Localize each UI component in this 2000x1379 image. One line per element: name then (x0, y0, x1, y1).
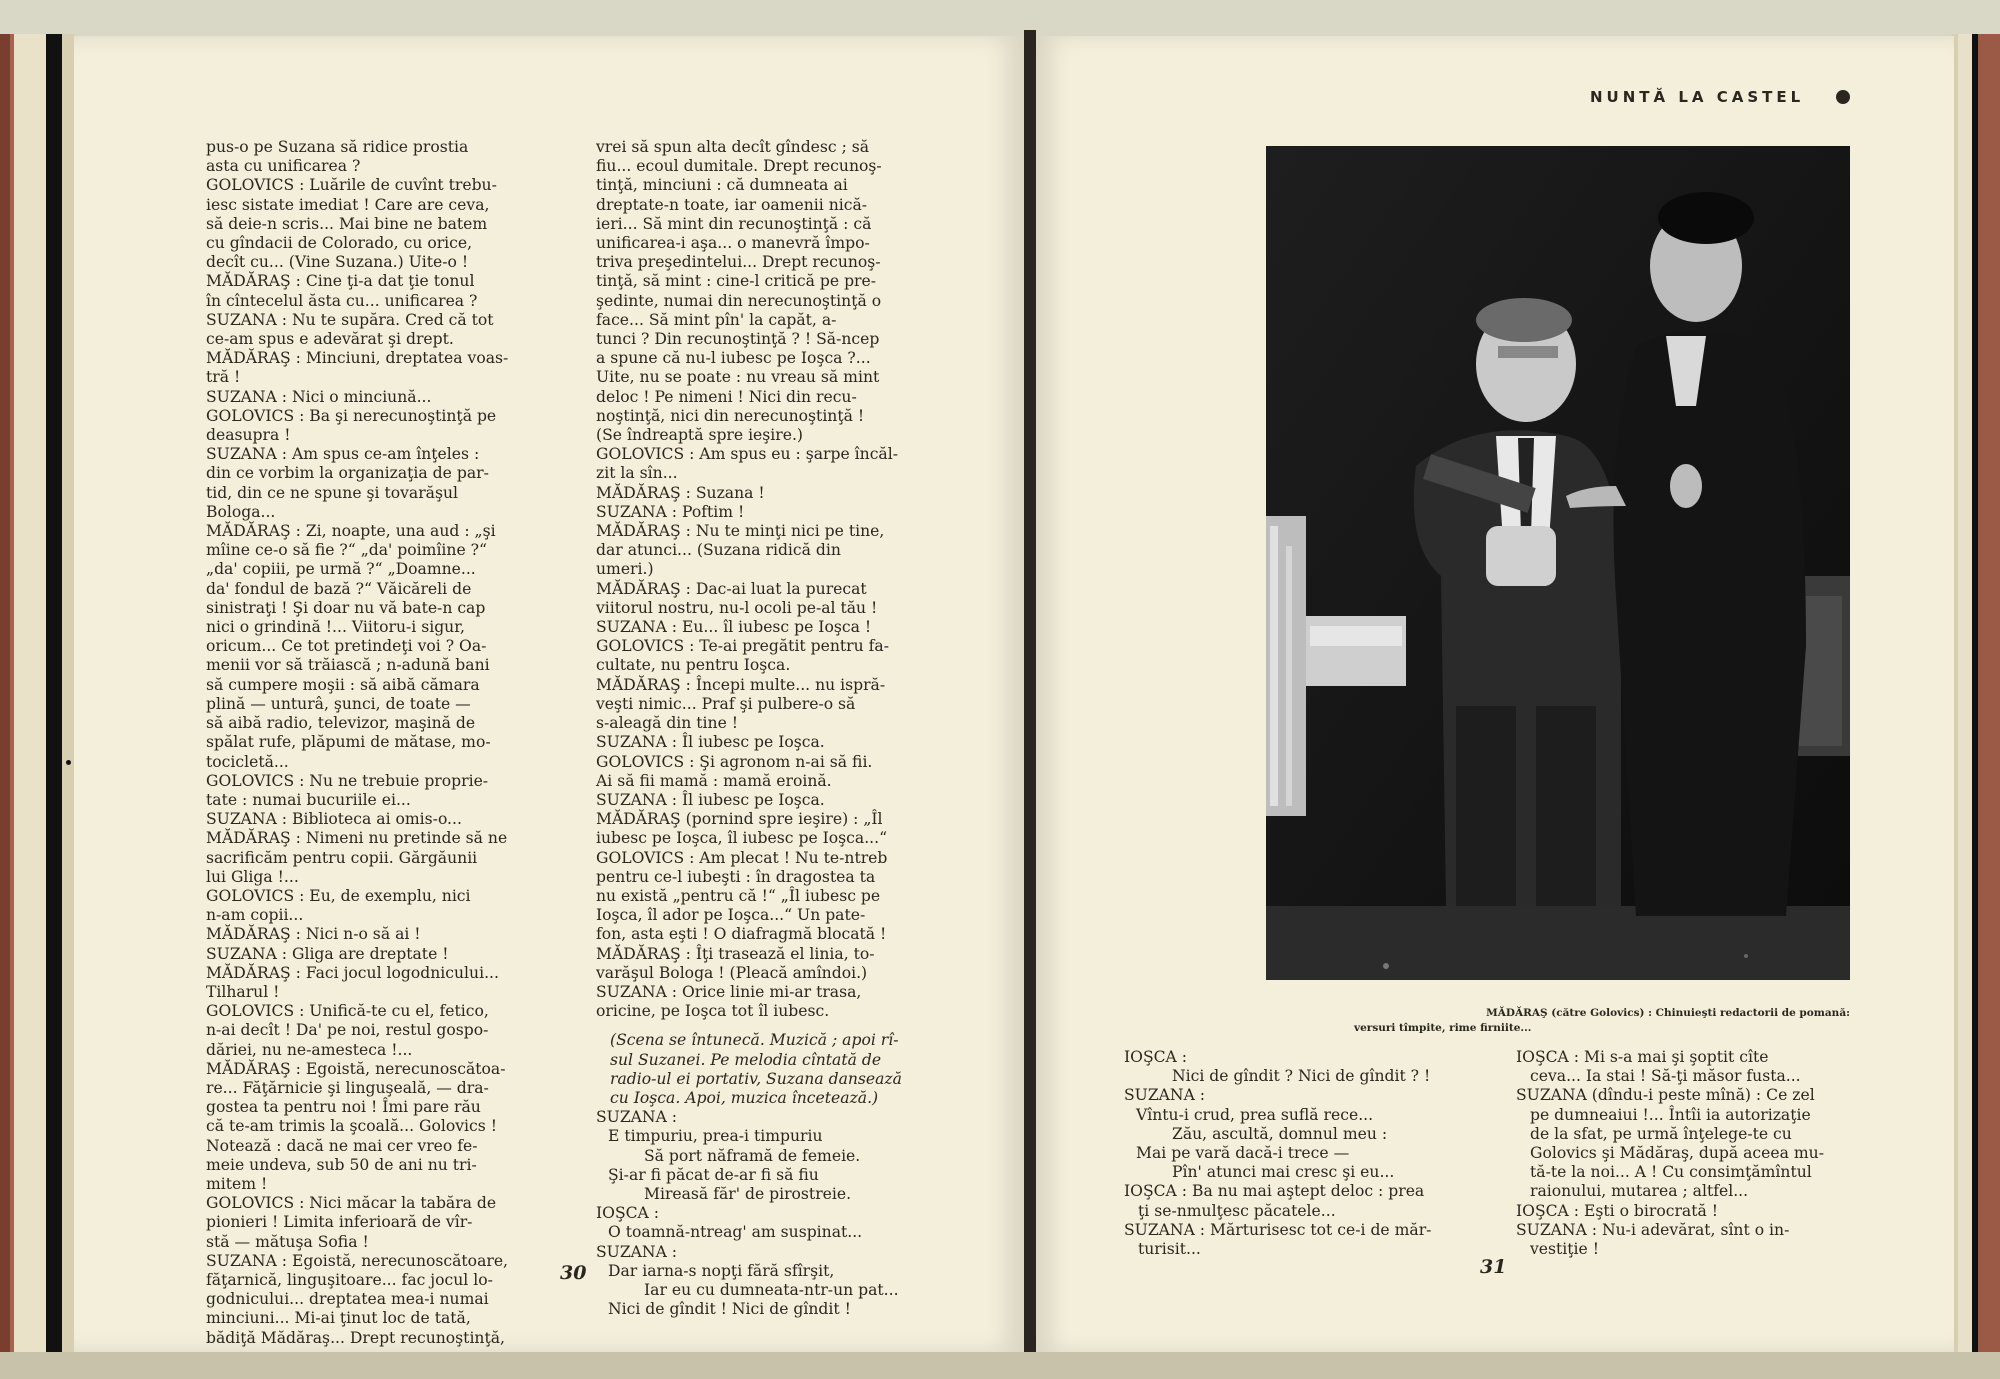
dialogue-line: iesc sistate imediat ! Care are ceva, (206, 195, 490, 214)
dialogue-line: Pîn' atunci mai cresc şi eu... (1172, 1163, 1395, 1182)
dialogue-line: şedinte, numai din nerecunoştinţă o (596, 291, 882, 310)
dialogue-line: pus-o pe Suzana să ridice prostia (206, 138, 469, 156)
verse-line: Dar iarna-s nopţi fără sfîrşit, (608, 1261, 835, 1280)
dialogue-line: cultate, nu pentru Ioşca. (596, 656, 791, 675)
caption-line-1: MĂDĂRAŞ (către Golovics) : Chinuieşti redactorii de pomană: (1486, 1007, 1850, 1019)
verse-line: Să port năframă de femeie. (644, 1146, 861, 1165)
dialogue-line: SUZANA : Orice linie mi-ar trasa, (596, 982, 862, 1001)
dialogue-line: lui Gliga !... (206, 867, 299, 886)
dialogue-line: IOŞCA : Eşti o birocrată ! (1516, 1201, 1719, 1220)
dialogue-line: stă — mătuşa Sofia ! (206, 1232, 369, 1251)
dialogue-line: varăşul Bologa ! (Pleacă amîndoi.) (596, 963, 868, 982)
dialogue-line: noştinţă, nici din nerecunoştinţă ! (596, 406, 865, 425)
book-cover-right-edge (1952, 34, 2000, 1352)
dialogue-line: GOLOVICS : Ba şi nerecunoştinţă pe (206, 406, 497, 425)
page-number-left: 30 (560, 1262, 587, 1284)
dialogue-line: turisit... (1138, 1240, 1201, 1259)
dialogue-line: mitem ! (206, 1174, 268, 1193)
dialogue-line: re... Făţărnicie şi linguşeală, — dra- (206, 1078, 489, 1097)
dialogue-line: tinţă, să mint : cine-l critică pe pre- (596, 272, 877, 291)
dialogue-line: mîine ce-o să fie ?“ „da' poimîine ?“ (206, 541, 487, 560)
dialogue-line: din ce vorbim la organizaţia de par- (206, 464, 489, 483)
dialogue-line: SUZANA : Nu te supăra. Cred că tot (206, 310, 494, 329)
right-page-column-2 (1516, 1048, 1934, 1259)
dialogue-line: SUZANA : Mărturisesc tot ce-i de măr- (1124, 1220, 1432, 1239)
dialogue-line: cu gîndacii de Colorado, cu orice, (206, 234, 473, 253)
dialogue-line: MĂDĂRAŞ : Nu te minţi nici pe tine, (596, 522, 885, 541)
dialogue-line: de la sfat, pe urmă înţelege-te cu (1530, 1124, 1792, 1143)
stage-photo-image (1266, 146, 1850, 980)
verse-line: O toamnă-ntreag' am suspinat... (608, 1223, 863, 1242)
dialogue-line: MĂDĂRAŞ : Zi, noapte, una aud : „şi (206, 522, 496, 541)
dialogue-line: asta cu unificarea ? (206, 157, 361, 176)
stage-direction-line: (Scena se întunecă. Muzică ; apoi rî- (610, 1031, 899, 1050)
verse-line: Mireasă făr' de pirostreie. (644, 1184, 852, 1203)
dialogue-line: Zău, ascultă, domnul meu : (1172, 1124, 1388, 1143)
dialogue-line: Ai să fii mamă : mamă eroină. (596, 771, 832, 790)
dialogue-line: fon, asta eşti ! O diafragmă blocată ! (596, 925, 887, 944)
dialogue-line: a spune că nu-l iubesc pe Ioşca ?... (596, 349, 871, 368)
dialogue-line: pentru ce-l iubeşti : în dragostea ta (596, 867, 876, 886)
dialogue-line: nu există „pentru că !“ „Îl iubesc pe (596, 886, 881, 905)
dialogue-line: MĂDĂRAŞ : Faci jocul logodnicului... (206, 963, 499, 982)
dialogue-line: bădiţă Mădăraş... Drept recunoştinţă, (206, 1328, 505, 1347)
dialogue-line: Vîntu-i crud, prea suflă rece... (1136, 1105, 1374, 1124)
speaker-label: SUZANA : (596, 1108, 678, 1127)
dialogue-line: Nici de gîndit ? Nici de gîndit ? ! (1172, 1067, 1431, 1086)
dialogue-line: MĂDĂRAŞ : Nimeni nu pretinde să ne (206, 829, 508, 848)
dialogue-line: unificarea-i aşa... o manevră împo- (596, 234, 870, 253)
dialogue-line: SUZANA : Nu-i adevărat, sînt o in- (1516, 1220, 1790, 1239)
dialogue-line: că te-am trimis la şcoală... Golovics ! (206, 1117, 497, 1136)
dialogue-line: gostea ta pentru noi ! Îmi pare rău (206, 1098, 481, 1117)
dialogue-line: deasupra ! (206, 426, 291, 445)
dialogue-line: tid, din ce ne spune şi tovarăşul (206, 483, 459, 502)
verse-line: E timpuriu, prea-i timpuriu (608, 1127, 823, 1146)
dialogue-line: n-ai decît ! Da' pe noi, restul gospo- (206, 1021, 489, 1040)
dialogue-line: Bologa... (206, 502, 276, 521)
speaker-label: SUZANA : (596, 1242, 678, 1261)
dialogue-line: SUZANA : Egoistă, nerecunoscătoare, (206, 1251, 508, 1270)
dialogue-line: oricine, pe Ioşca tot îl iubesc. (596, 1002, 830, 1021)
binding-mark (66, 760, 71, 765)
dialogue-line: fiu... ecoul dumitale. Drept recunoş- (596, 157, 882, 176)
dialogue-line: meie undeva, sub 50 de ani nu tri- (206, 1155, 477, 1174)
dialogue-line: GOLOVICS : Unifică-te cu el, fetico, (206, 1002, 489, 1021)
dialogue-line: nici o grindină !... Viitoru-i sigur, (206, 618, 465, 637)
dialogue-line: dar atunci... (Suzana ridică din (596, 541, 841, 560)
dialogue-line: ceva... Ia stai ! Să-ţi măsor fusta... (1530, 1067, 1801, 1086)
photo-caption (1354, 1006, 1850, 1036)
dialogue-line: în cîntecelul ăsta cu... unificarea ? (206, 291, 478, 310)
dialogue-line: tă-te la noi... A ! Cu consimţămîntul (1530, 1163, 1812, 1182)
dialogue-line: „da' copiii, pe urmă ?“ „Doamne... (206, 560, 476, 579)
dialogue-line: ţi se-nmulţesc păcatele... (1138, 1201, 1336, 1220)
dialogue-line: da' fondul de bază ?“ Văicăreli de (206, 579, 472, 598)
dialogue-line: GOLOVICS : Am plecat ! Nu te-ntreb (596, 848, 888, 867)
dialogue-line: Notează : dacă ne mai cer vreo fe- (206, 1136, 478, 1155)
dialogue-line: n-am copii... (206, 906, 304, 925)
speaker-label: SUZANA : (1124, 1086, 1206, 1105)
dialogue-line: tocicletă... (206, 752, 289, 771)
dialogue-line: GOLOVICS : Am spus eu : şarpe încăl- (596, 445, 898, 464)
dialogue-line: Mai pe vară dacă-i trece — (1136, 1144, 1350, 1163)
dialogue-line: SUZANA : Nici o minciună... (206, 387, 432, 406)
dialogue-line: MĂDĂRAŞ : Egoistă, nerecunoscătoa- (206, 1059, 506, 1078)
dialogue-line: Uite, nu se poate : nu vreau să mint (596, 368, 880, 387)
verse-line: Nici de gîndit ! Nici de gîndit ! (608, 1300, 851, 1319)
dialogue-line: sacrificăm pentru copii. Gărgăunii (206, 848, 478, 867)
dialogue-line: menii vor să trăiască ; n-adună bani (206, 656, 490, 675)
dialogue-line: IOŞCA : Ba nu mai aştept deloc : prea (1124, 1182, 1425, 1201)
dialogue-line: viitorul nostru, nu-l ocoli pe-al tău ! (596, 598, 878, 617)
dialogue-line: iubesc pe Ioşca, îl iubesc pe Ioşca...“ (596, 829, 888, 848)
dialogue-line: GOLOVICS : Şi agronom n-ai să fii. (596, 752, 873, 771)
dialogue-line: oricum... Ce tot pretindeţi voi ? Oa- (206, 637, 487, 656)
dialogue-line: tră ! (206, 368, 241, 387)
speaker-label: IOŞCA : (596, 1204, 660, 1223)
dialogue-line: SUZANA : Poftim ! (596, 502, 745, 521)
dialogue-line: minciuni... Mi-ai ţinut loc de tată, (206, 1309, 471, 1328)
dialogue-line: făţarnică, linguşitoare... fac jocul lo- (206, 1270, 493, 1289)
dialogue-line: IOŞCA : Mi s-a mai şi şoptit cîte (1516, 1048, 1769, 1066)
dialogue-line: triva preşedintelui... Drept recunoş- (596, 253, 881, 272)
dialogue-line: s-aleagă din tine ! (596, 714, 739, 733)
dialogue-line: pe dumneaiui !... Întîi ia autorizaţie (1530, 1105, 1811, 1124)
dialogue-line: Ioşca, îl ador pe Ioşca...“ Un pate- (596, 906, 866, 925)
verse-line: Şi-ar fi păcat de-ar fi să fiu (608, 1165, 819, 1184)
running-head-dot (1836, 90, 1850, 104)
dialogue-line: dreptate-n toate, iar oamenii nică- (596, 195, 868, 214)
dialogue-line: MĂDĂRAŞ : Dac-ai luat la purecat (596, 579, 867, 598)
dialogue-line: spălat rufe, plăpumi de mătase, mo- (206, 733, 491, 752)
dialogue-line: pionieri ! Limita inferioară de vîr- (206, 1213, 473, 1232)
dialogue-line: MĂDĂRAŞ : Începi multe... nu ispră- (596, 675, 886, 694)
speaker-label: IOŞCA : (1124, 1048, 1188, 1066)
scan-background-top (0, 0, 2000, 40)
stage-direction-line: sul Suzanei. Pe melodia cîntată de (610, 1050, 882, 1069)
dialogue-line: plină — unturâ, şunci, de toate — (206, 694, 471, 713)
dialogue-line: tunci ? Din recunoştinţă ? ! Să-ncep (596, 330, 880, 349)
dialogue-line: sinistraţi ! Şi doar nu vă bate-n cap (206, 598, 486, 617)
dialogue-line: vestiţie ! (1530, 1240, 1599, 1259)
running-head: NUNTĂ LA CASTEL (1590, 88, 1805, 106)
stage-direction-line: cu Ioşca. Apoi, muzica încetează.) (610, 1088, 879, 1107)
dialogue-line: veşti nimic... Praf şi pulbere-o să (596, 694, 856, 713)
dialogue-line: dăriei, nu ne-amesteca !... (206, 1040, 413, 1059)
dialogue-line: SUZANA : Am spus ce-am înţeles : (206, 445, 480, 464)
dialogue-line: zit la sîn... (596, 464, 678, 483)
dialogue-line: să aibă radio, televizor, maşină de (206, 714, 476, 733)
dialogue-line: MĂDĂRAŞ : Suzana ! (596, 483, 765, 502)
dialogue-line: umeri.) (596, 560, 654, 579)
dialogue-line: raionului, mutarea ; altfel... (1530, 1182, 1749, 1201)
dialogue-line: Golovics şi Mădăraş, după aceea mu- (1530, 1144, 1824, 1163)
dialogue-line: SUZANA : Îl iubesc pe Ioşca. (596, 790, 825, 809)
dialogue-line: SUZANA : Gliga are dreptate ! (206, 944, 449, 963)
dialogue-line: (Se îndreaptă spre ieşire.) (596, 426, 803, 445)
left-page-column-1 (206, 138, 610, 1348)
right-page-column-1 (1124, 1048, 1502, 1259)
scan-background-bottom (0, 1352, 2000, 1379)
book-cover-left-edge (0, 34, 75, 1352)
dialogue-line: GOLOVICS : Nu ne trebuie proprie- (206, 771, 489, 790)
dialogue-line: godnicului... dreptatea mea-i numai (206, 1290, 489, 1309)
stage-photo (1266, 146, 1850, 980)
dialogue-line: MĂDĂRAŞ (pornind spre ieşire) : „Îl (596, 810, 883, 829)
dialogue-line: SUZANA : Biblioteca ai omis-o... (206, 810, 462, 829)
dialogue-line: să cumpere moşii : să aibă cămara (206, 675, 480, 694)
verse-line: Iar eu cu dumneata-ntr-un pat... (644, 1280, 899, 1299)
dialogue-line: SUZANA : Îl iubesc pe Ioşca. (596, 733, 825, 752)
dialogue-line: SUZANA : Eu... îl iubesc pe Ioşca ! (596, 618, 872, 637)
dialogue-line: GOLOVICS : Luările de cuvînt trebu- (206, 176, 497, 195)
dialogue-line: deloc ! Pe nimeni ! Nici din recu- (596, 387, 857, 406)
dialogue-line: să deie-n scris... Mai bine ne batem (206, 214, 488, 233)
dialogue-line: GOLOVICS : Te-ai pregătit pentru fa- (596, 637, 889, 656)
caption-line-2: versuri tîmpite, rime firniite... (1354, 1022, 1532, 1034)
page-number-right: 31 (1480, 1256, 1507, 1278)
spacer (596, 1021, 1002, 1031)
dialogue-line: MĂDĂRAŞ : Nici n-o să ai ! (206, 925, 421, 944)
dialogue-line: Tilharul ! (206, 982, 280, 1001)
dialogue-line: GOLOVICS : Nici măcar la tabăra de (206, 1194, 497, 1213)
dialogue-line: decît cu... (Vine Suzana.) Uite-o ! (206, 253, 469, 272)
dialogue-line: ieri... Să mint din recunoştinţă : că (596, 214, 872, 233)
dialogue-line: tinţă, minciuni : că dumneata ai (596, 176, 848, 195)
dialogue-line: face... Să mint pîn' la capăt, a- (596, 310, 837, 329)
dialogue-line: MĂDĂRAŞ : Cine ţi-a dat ţie tonul (206, 272, 475, 291)
dialogue-line: SUZANA (dîndu-i peste mînă) : Ce zel (1516, 1086, 1815, 1105)
dialogue-line: MĂDĂRAŞ : Minciuni, dreptatea voas- (206, 349, 509, 368)
dialogue-line: ce-am spus e adevărat şi drept. (206, 330, 454, 349)
dialogue-line: MĂDĂRAŞ : Îţi trasează el linia, to- (596, 944, 875, 963)
dialogue-line: vrei să spun alta decît gîndesc ; să (596, 138, 870, 156)
dialogue-line: tate : numai bucuriile ei... (206, 790, 411, 809)
left-page-column-2 (596, 138, 1002, 1319)
book-gutter (1024, 30, 1036, 1352)
stage-direction-line: radio-ul ei portativ, Suzana dansează (610, 1069, 902, 1088)
dialogue-line: GOLOVICS : Eu, de exemplu, nici (206, 886, 471, 905)
